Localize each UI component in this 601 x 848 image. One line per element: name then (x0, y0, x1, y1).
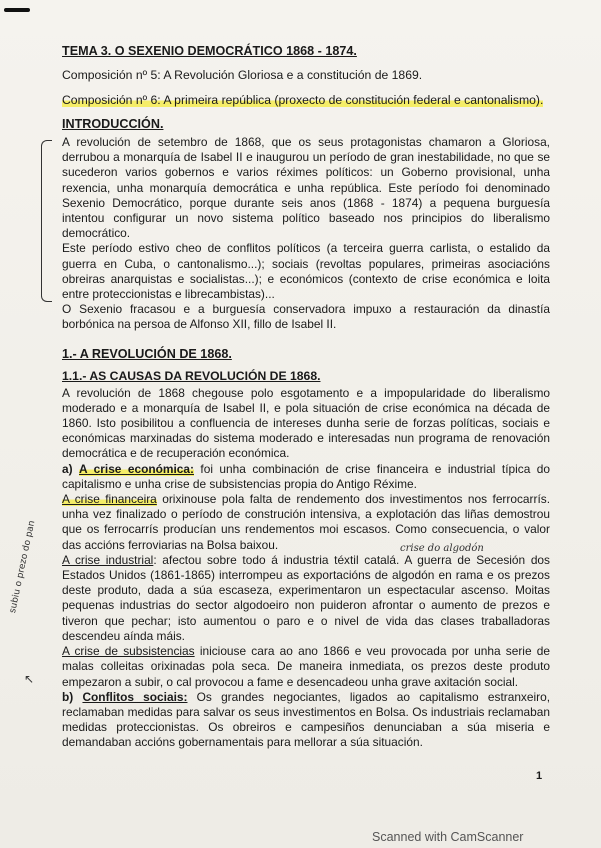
financial-crisis (62, 492, 550, 553)
financial-crisis-heading: A crise financeira (62, 492, 157, 507)
subsistence-crisis-text: iniciouse cara ao ano 1866 e veu provocada por unha serie de malas colleitas orixinadas pola seca. De maneira inmediata, os prezos deste produto empezaron a subir, o cal provocou a fame e desencadeou unha grave axitación social. (62, 644, 550, 689)
intro-heading: INTRODUCCIÓN. (62, 117, 164, 131)
intro-paragraph-1: A revolución de setembro de 1868, que os seus protagonistas chamaron a Gloriosa, derrubou a monarquía de Isabel II e inaugurou un período de gran inestabilidade, no que se sucederon varios gobernos e varios réximes políticos: un Goberno provisional, unha rexencia, unha monarquía democrática e unha república. Este período foi denominado Sexenio Democrático, porque durante seis anos (1868 - 1874) a pequena burguesía intentou configurar un novo sistema político baseado nos principios do liberalismo democrático. (62, 135, 550, 241)
doc-title: TEMA 3. O SEXENIO DEMOCRÁTICO 1868 - 1874. (62, 44, 357, 58)
intro-paragraph-3: O Sexenio fracasou e a burguesía conservadora impuxo a restauración da dinastía borbónica na persoa de Alfonso XII, fillo de Isabel II. (62, 302, 550, 332)
cause-b-text: Os grandes negociantes, ligados ao capitalismo estranxeiro, reclamaban medidas para salvar os seus investimentos en Bolsa. Os industriais reclamaban medidas proteccionistas. Os obreiros e campesiños denunciaban a súa miseria e demandaban accións gobernamentais para mellorar a súa situación. (62, 689, 551, 750)
section-1-heading: 1.- A REVOLUCIÓN DE 1868. (62, 346, 232, 361)
composition-6 (62, 92, 550, 108)
composition-5: Composición nº 5: A Revolución Gloriosa e a constitución de 1869. (62, 68, 423, 82)
scanner-watermark: Scanned with CamScanner (372, 830, 524, 844)
composition-6-text: Composición nº 6: A primeira república (proxecto de constitución federal e cantonalismo). (62, 93, 544, 107)
financial-crisis-text: orixinouse pola falta de rendemento dos investimentos nos ferrocarrís. unha vez finalizado o período de construción intensiva, a explotación das liñas demostrou que os ferrocarrís producían uns rendementos moi escasos. Como consecuencia, o valor das accións ferroviarias na Bolsa baixou. (62, 492, 550, 552)
handwritten-note: crise do algodón (400, 543, 484, 554)
industrial-crisis-heading: A crise industrial (62, 552, 154, 567)
cause-a-text: foi unha combinación de crise financeira e industrial típica do capitalismo e unha crise de subsistencias propia do Antigo Réxime. (62, 461, 550, 491)
handwritten-margin-note: subiu o prezo do pan (8, 519, 38, 615)
margin-bracket (41, 140, 52, 302)
industrial-crisis-text: : afectou sobre todo á industria téxtil catalá. A guerra de Secesión dos Estados Unidos (1861-1865) interrompeu as exportacións de algodón en rama e os prezos deste produto, dada a súa escaseza, experimentaron un espectacular ascenso. Moitas pequenas industrias do sector algodoeiro non puideron afrontar o aumento de prezos e tiveron que pechar; isto aumentou o paro e o nivel de vida das clases traballadoras descendeu aínda máis. (62, 552, 550, 643)
section-1-1-heading: 1.1.- AS CAUSAS DA REVOLUCIÓN DE 1868. (62, 368, 321, 383)
cause-a-label: a) (62, 461, 73, 476)
subsistence-crisis (62, 644, 550, 690)
causes-paragraph: A revolución de 1868 chegouse polo esgotamento e a impopularidade do liberalismo moderado e a monarquía de Isabel II, e pola situación de crise económica na década de 1860. Isto posibilitou a confluencia de intereses dunha serie de forzas políticas, sociais e económicas marxinadas do sistema moderado e interesadas nun programa de renovación democrática e de recuperación económica. (62, 385, 550, 461)
cause-a-heading: A crise económica: (79, 461, 194, 476)
industrial-crisis (62, 553, 550, 644)
intro-paragraph-2: Este período estivo cheo de conflitos políticos (a terceira guerra carlista, o estalido da guerra en Cuba, o cantonalismo...); sociais (revoltas populares, primeiras asociacións obreiras anarquistas e socialistas...); e económicos (contexto de crise económica e loita entre proteccionistas e librecambistas)... (62, 241, 550, 302)
cause-b-heading: Conflitos sociais: (82, 689, 188, 704)
pen-mark (4, 8, 30, 12)
cause-b-label: b) (62, 689, 74, 704)
subsistence-crisis-heading: A crise de subsistencias (62, 644, 195, 659)
cause-a (62, 462, 550, 492)
arrow-icon: ↖ (24, 672, 35, 686)
page-number: 1 (536, 770, 543, 782)
cause-b (62, 690, 550, 751)
document-body (62, 40, 550, 751)
